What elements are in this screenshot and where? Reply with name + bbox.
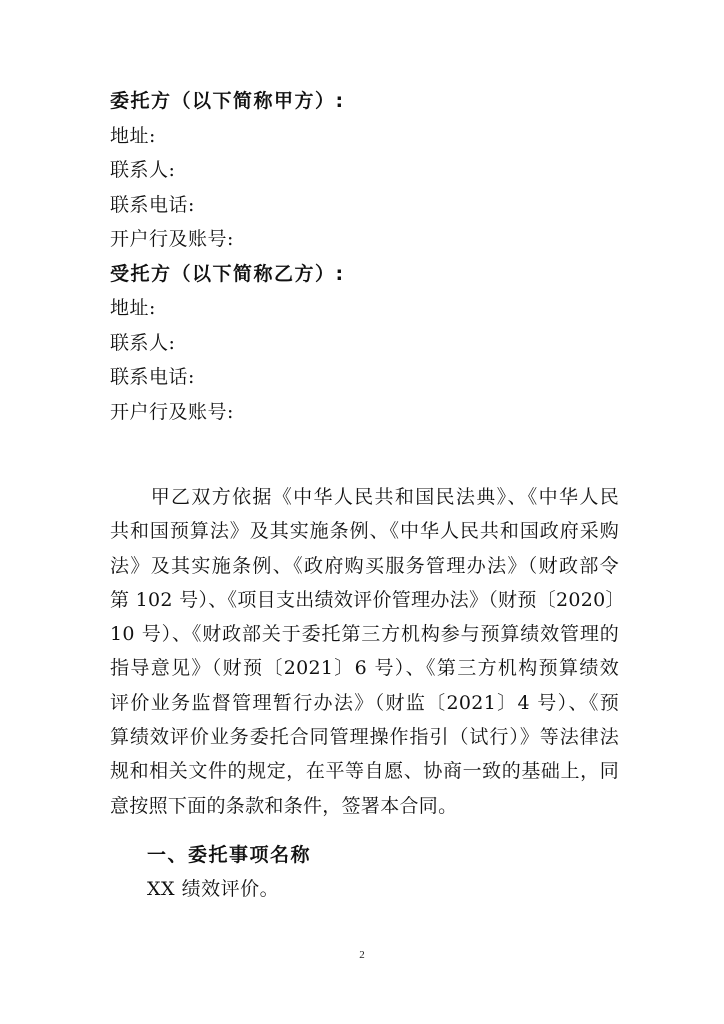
party-a-contact-label: 联系人: — [110, 159, 176, 181]
party-b-phone-label: 联系电话: — [110, 366, 195, 388]
party-info-block — [110, 84, 630, 429]
page-number: 2 — [359, 949, 365, 961]
paragraph-line: 规和相关文件的规定，在平等自愿、协商一致的基础上，同 — [110, 760, 619, 783]
section-heading: 一、委托事项名称 — [147, 844, 312, 866]
paragraph-line: 共和国预算法》及其实施条例、《中华人民共和国政府采购 — [110, 520, 619, 543]
paragraph-line: 意按照下面的条款和条件，签署本合同。 — [110, 794, 458, 817]
paragraph-line: 算绩效评价业务委托合同管理操作指引（试行）》等法律法 — [110, 726, 619, 749]
party-b-address-label: 地址: — [110, 297, 156, 319]
paragraph-line: 第 102 号）、《项目支出绩效评价管理办法》（财预〔2020〕 — [110, 588, 625, 611]
party-b-title: 受托方（以下简称乙方）: — [110, 262, 345, 285]
party-a-title: 委托方（以下简称甲方）: — [110, 90, 345, 112]
section-content: XX 绩效评价。 — [147, 878, 280, 900]
party-a-phone-label: 联系电话: — [110, 193, 195, 216]
contract-basis-paragraph — [110, 480, 625, 823]
paragraph-line: 10 号）、《财政部关于委托第三方机构参与预算绩效管理的 — [110, 623, 619, 646]
party-a-bank-label: 开户行及账号: — [110, 228, 234, 250]
paragraph-line: 指导意见》（财预〔2021〕6 号）、《第三方机构预算绩效 — [110, 657, 619, 680]
party-a-address-label: 地址: — [110, 124, 156, 147]
party-b-contact-label: 联系人: — [110, 331, 176, 354]
paragraph-line: 评价业务监督管理暂行办法》（财监〔2021〕4 号）、《预 — [110, 691, 619, 714]
paragraph-line: 法》及其实施条例、《政府购买服务管理办法》（财政部令 — [110, 554, 619, 577]
party-b-bank-label: 开户行及账号: — [110, 400, 234, 423]
paragraph-line: 甲乙双方依据《中华人民共和国民法典》、《中华人民 — [110, 486, 619, 508]
